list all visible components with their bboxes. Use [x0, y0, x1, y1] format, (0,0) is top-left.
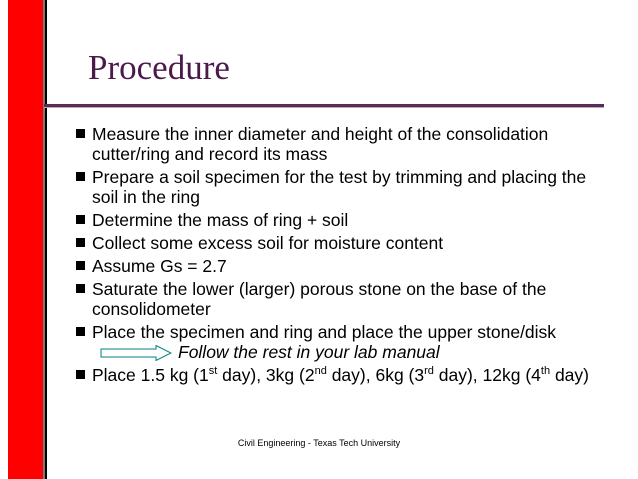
bullet-square-icon [76, 238, 85, 247]
bullet-text: Determine the mass of ring + soil [92, 210, 349, 230]
left-accent-bar [8, 0, 43, 479]
slide-footer: Civil Engineering - Texas Tech University [237, 438, 401, 448]
list-item [76, 256, 616, 276]
list-item [76, 279, 616, 319]
bullet-square-icon [76, 284, 85, 293]
bullet-text: Assume Gs = 2.7 [92, 256, 227, 276]
bullet-square-icon [76, 261, 85, 270]
list-item [76, 210, 616, 230]
bullet-text: Place the specimen and ring and place the upper stone/disk [92, 322, 557, 342]
bullet-square-icon [76, 129, 85, 138]
bullet-text: Prepare a soil specimen for the test by trimming and placing the soil in the ring [92, 167, 587, 207]
lab-manual-note: Follow the rest in your lab manual [178, 342, 440, 362]
list-item [76, 233, 616, 253]
list-item [76, 167, 616, 207]
bullet-square-icon [76, 172, 85, 181]
bullet-text: Collect some excess soil for moisture content [92, 233, 444, 253]
bullet-square-icon [76, 327, 85, 336]
list-item [76, 365, 616, 385]
list-item [76, 322, 616, 362]
list-item [76, 124, 616, 164]
title-rule-shadow [44, 107, 604, 108]
bullet-text: Saturate the lower (larger) porous stone on the base of the consolidometer [92, 279, 547, 319]
bullet-text: Measure the inner diameter and height of the consolidation cutter/ring and record its mass [92, 124, 549, 164]
right-arrow-icon [100, 345, 172, 361]
left-bar-line [45, 0, 47, 479]
bullet-square-icon [76, 215, 85, 224]
bullet-square-icon [76, 370, 85, 379]
bullet-list [76, 124, 616, 388]
slide-title: Procedure [88, 48, 230, 87]
bullet-text: Place 1.5 kg (1st day), 3kg (2nd day), 6kg (3rd day), 12kg (4th day) [92, 365, 589, 385]
